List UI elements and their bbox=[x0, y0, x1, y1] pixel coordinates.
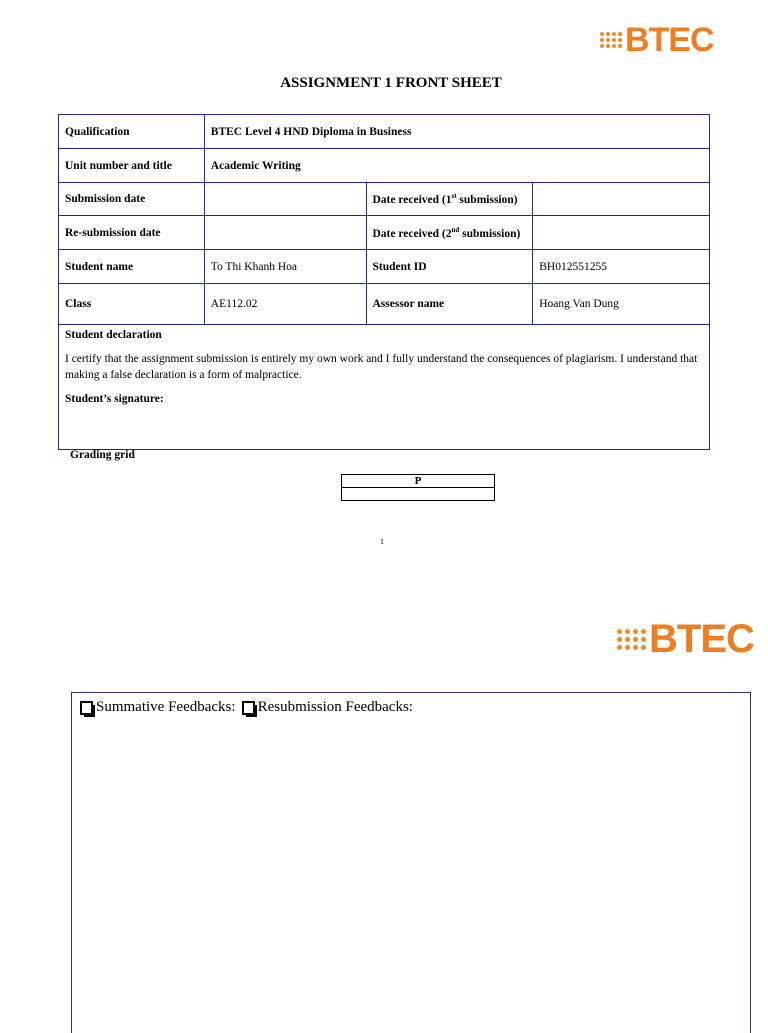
btec-logo-page-2 bbox=[617, 615, 754, 663]
resubmission-date-value bbox=[204, 216, 366, 250]
student-name-value: To Thi Khanh Hoa bbox=[204, 250, 366, 284]
assessor-name-value: Hoang Van Dung bbox=[533, 284, 710, 325]
student-name-label: Student name bbox=[59, 250, 205, 284]
checkbox-icon[interactable] bbox=[80, 701, 93, 715]
class-label: Class bbox=[59, 284, 205, 325]
student-id-value: BH012551255 bbox=[533, 250, 710, 284]
row-unit bbox=[59, 149, 710, 183]
grading-grid-header: P bbox=[342, 475, 495, 488]
qualification-value: BTEC Level 4 HND Diploma in Business bbox=[204, 115, 709, 149]
unit-value: Academic Writing bbox=[204, 149, 709, 183]
date-received-1-label: Date received (1st submission) bbox=[366, 183, 533, 216]
qualification-label: Qualification bbox=[59, 115, 205, 149]
logo-text: BTEC bbox=[625, 21, 714, 59]
checkbox-icon[interactable] bbox=[242, 701, 255, 715]
logo-text: BTEC bbox=[649, 617, 754, 661]
row-declaration bbox=[59, 325, 710, 450]
declaration-cell bbox=[59, 325, 710, 450]
summative-feedback-label: Summative Feedbacks: bbox=[96, 699, 236, 715]
row-resubmission bbox=[59, 216, 710, 250]
declaration-heading: Student declaration bbox=[65, 329, 162, 341]
submission-date-label: Submission date bbox=[59, 183, 205, 216]
logo-dots-icon bbox=[600, 32, 622, 48]
grading-grid bbox=[341, 474, 495, 501]
unit-label: Unit number and title bbox=[59, 149, 205, 183]
front-sheet-table bbox=[58, 114, 710, 450]
grading-grid-label: Grading grid bbox=[70, 449, 135, 461]
resubmission-feedback-label: Resubmission Feedbacks: bbox=[257, 699, 413, 715]
page-title: ASSIGNMENT 1 FRONT SHEET bbox=[280, 75, 502, 91]
page-number: 1 bbox=[380, 537, 384, 546]
class-value: AE112.02 bbox=[204, 284, 366, 325]
assessor-name-label: Assessor name bbox=[366, 284, 533, 325]
feedback-box bbox=[71, 692, 751, 1033]
submission-date-value bbox=[204, 183, 366, 216]
signature-label: Student’s signature: bbox=[65, 393, 164, 405]
student-id-label: Student ID bbox=[366, 250, 533, 284]
resubmission-date-label: Re-submission date bbox=[59, 216, 205, 250]
date-received-2-label: Date received (2nd submission) bbox=[366, 216, 533, 250]
feedback-header bbox=[80, 699, 419, 716]
row-student bbox=[59, 250, 710, 284]
date-received-1-value bbox=[533, 183, 710, 216]
declaration-text: I certify that the assignment submission is entirely my own work and I fully understand the consequences of plagiarism. I understand that making a false declaration is a form of malpractice. bbox=[65, 353, 698, 381]
date-received-2-value bbox=[533, 216, 710, 250]
row-qualification bbox=[59, 115, 710, 149]
btec-logo bbox=[600, 20, 714, 60]
row-submission bbox=[59, 183, 710, 216]
grading-grid-value bbox=[342, 488, 495, 501]
row-class bbox=[59, 284, 710, 325]
logo-dots-icon bbox=[617, 629, 646, 650]
